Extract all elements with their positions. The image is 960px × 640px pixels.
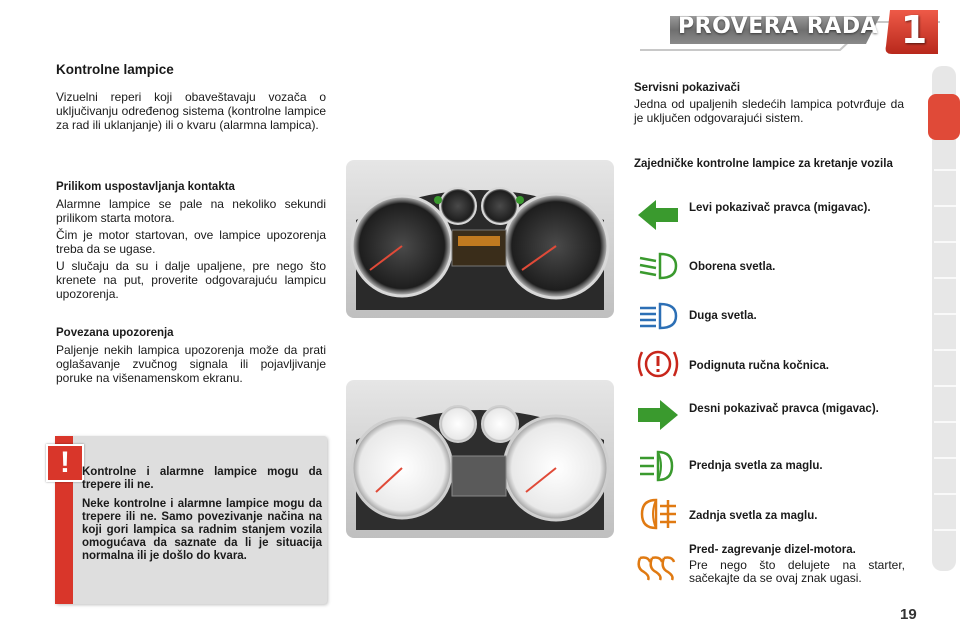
item-label-rear-fog: Zadnja svetla za maglu. [689, 510, 818, 522]
chapter-number: 1 [900, 8, 928, 52]
arrow-right-icon [636, 398, 680, 432]
instrument-cluster-photo-1 [346, 160, 614, 318]
preheat-text: Pre nego što delujete na starter, sačekajte da se ovaj znak ugasi. [689, 558, 905, 585]
warning-paragraph-1: Kontrolne i alarmne lampice mogu da trepere ili ne. [82, 466, 322, 491]
service-indicators-text: Jedna od upaljenih sledećih lampica potvrđuje da je uključen odgovarajući sistem. [634, 97, 904, 125]
contact-paragraph-1: Alarmne lampice se pale na nekoliko sekundi prilikom starta motora. [56, 197, 326, 225]
dipped-beam-icon [636, 250, 680, 282]
item-label-left-indicator: Levi pokazivač pravca (migavac). [689, 202, 871, 214]
front-fog-icon [636, 448, 680, 484]
intro-text: Vizuelni reperi koji obaveštavaju vozača o uključivanju određenog sistema (kontrolne lampice za rad ili uklanjanje) ili o kvaru (alarmna lampica). [56, 90, 326, 132]
warning-text [82, 466, 322, 563]
warning-exclamation-icon: ! [46, 444, 84, 482]
chapter-tabs[interactable] [928, 66, 960, 586]
linked-warnings-title: Povezana upozorenja [56, 327, 174, 339]
item-label-dipped-beam: Oborena svetla. [689, 261, 776, 273]
page-title: PROVERA RADA [678, 14, 879, 39]
instrument-cluster-photo-2 [346, 380, 614, 538]
warning-paragraph-2: Neke kontrolne i alarmne lampice mogu da trepere ili ne. Samo povezivanje načina na koji gori lampica sa radnim stanjem vozila omogućava da saznate da li je situacija normalna ili je došlo do kvara. [82, 498, 322, 562]
arrow-left-icon [636, 198, 680, 232]
linked-warnings-text: Paljenje nekih lampica upozorenja može da prati oglašavanje zvučnog signala ili pojavljivanje poruke na višenamenskom ekranu. [56, 343, 326, 385]
item-label-parking-brake: Podignuta ručna kočnica. [689, 360, 829, 372]
contact-title: Prilikom uspostavljanja kontakta [56, 181, 235, 193]
preheat-icon [636, 554, 680, 582]
item-label-main-beam: Duga svetla. [689, 310, 757, 322]
common-lamps-title: Zajedničke kontrolne lampice za kretanje vozila [634, 158, 893, 170]
preheat-title: Pred- zagrevanje dizel-motora. [689, 544, 856, 556]
page-number: 19 [900, 606, 917, 623]
contact-paragraph-2: Čim je motor startovan, ove lampice upozorenja treba da se ugase. [56, 228, 326, 256]
main-beam-icon [636, 300, 680, 332]
item-label-front-fog: Prednja svetla za maglu. [689, 460, 823, 472]
parking-brake-icon [636, 346, 680, 382]
section-title: Kontrolne lampice [56, 62, 174, 77]
service-indicators-title: Servisni pokazivači [634, 82, 741, 94]
item-label-right-indicator: Desni pokazivač pravca (migavac). [689, 403, 879, 415]
rear-fog-icon [636, 496, 680, 532]
contact-paragraph-3: U slučaju da su i dalje upaljene, pre nego što krenete na put, proverite odgovarajuću lampicu upozorenja. [56, 259, 326, 301]
